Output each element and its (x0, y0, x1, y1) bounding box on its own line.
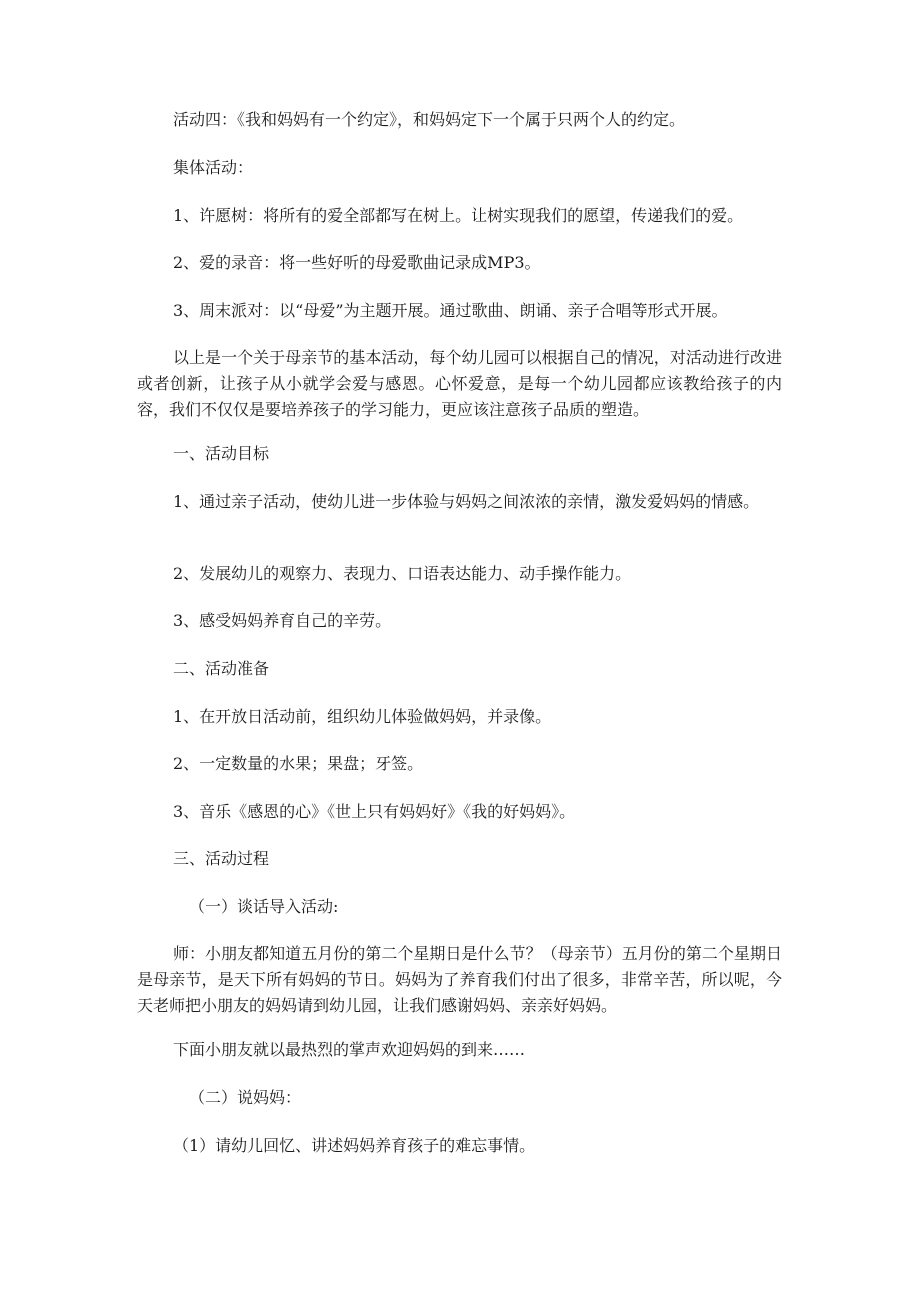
paragraph-group-activity: 集体活动： (173, 158, 254, 177)
heading-activity-process: 三、活动过程 (173, 849, 270, 868)
heading-activity-preparation: 二、活动准备 (173, 659, 270, 678)
paragraph-weekend-party: 3、周末派对：以“母爱”为主题开展。通过歌曲、朗诵、亲子合唱等形式开展。 (173, 301, 728, 320)
heading-activity-goals: 一、活动目标 (173, 444, 270, 463)
heading-process-part-2: （二）说妈妈： (189, 1088, 302, 1107)
paragraph-welcome-mothers: 下面小朋友就以最热烈的掌声欢迎妈妈的到来…… (173, 1040, 526, 1059)
paragraph-prep-3: 3、音乐《感恩的心》《世上只有妈妈好》《我的好妈妈》。 (173, 802, 576, 821)
paragraph-goal-3: 3、感受妈妈养育自己的辛劳。 (173, 611, 392, 630)
paragraph-teacher-intro: 师：小朋友都知道五月份的第二个星期日是什么节？（母亲节）五月份的第二个星期日是母亲节，是天下所有妈妈的节日。妈妈为了养育我们付出了很多，非常辛苦，所以呢，今天老师把小朋友的妈妈请到幼儿园，让我们感谢妈妈、亲亲好妈妈。 (137, 944, 782, 1015)
paragraph-goal-1: 1、通过亲子活动，使幼儿进一步体验与妈妈之间浓浓的亲情，激发爱妈妈的情感。 (173, 492, 760, 511)
heading-process-part-1: （一）谈话导入活动: (189, 897, 339, 916)
paragraph-recall-memories: （1）请幼儿回忆、讲述妈妈养育孩子的难忘事情。 (173, 1136, 536, 1155)
paragraph-goal-2: 2、发展幼儿的观察力、表现力、口语表达能力、动手操作能力。 (173, 564, 632, 583)
paragraph-activity-four: 活动四：《我和妈妈有一个约定》，和妈妈定下一个属于只两个人的约定。 (173, 110, 686, 129)
paragraph-prep-2: 2、一定数量的水果；果盘；牙签。 (173, 754, 424, 773)
paragraph-prep-1: 1、在开放日活动前，组织幼儿体验做妈妈，并录像。 (173, 707, 552, 726)
paragraph-love-recording: 2、爱的录音：将一些好听的母爱歌曲记录成MP3。 (173, 253, 541, 272)
paragraph-summary: 以上是一个关于母亲节的基本活动，每个幼儿园可以根据自己的情况，对活动进行改进或者创新，让孩子从小就学会爱与感恩。心怀爱意，是每一个幼儿园都应该教给孩子的内容，我们不仅仅是要培养孩子的学习能力，更应该注意孩子品质的塑造。 (137, 348, 782, 419)
paragraph-wish-tree: 1、许愿树：将所有的爱全部都写在树上。让树实现我们的愿望，传递我们的爱。 (173, 206, 744, 225)
